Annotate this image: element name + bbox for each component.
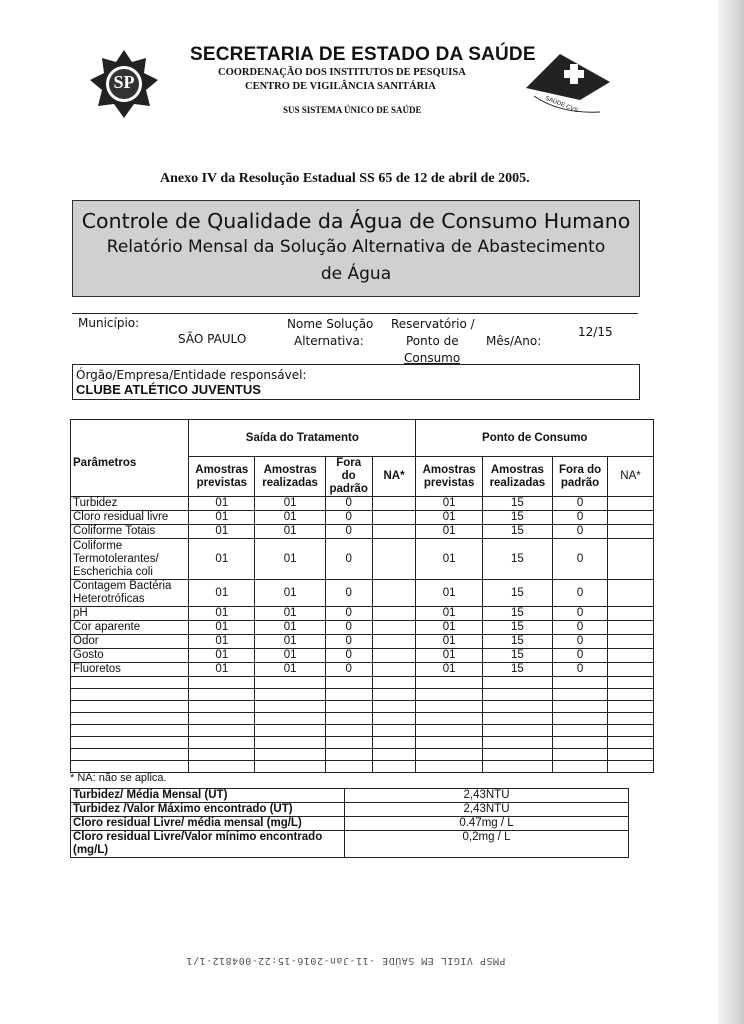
anexo-line: Anexo IV da Resolução Estadual SS 65 de 12 de abril de 2005. xyxy=(160,171,530,186)
blank-cell xyxy=(416,713,482,725)
value-cell-s-na xyxy=(372,497,416,511)
value-cell-p-real: 15 xyxy=(482,539,552,580)
municipio-value: SÃO PAULO xyxy=(178,332,247,346)
value-cell-s-prev: 01 xyxy=(189,607,255,621)
blank-row xyxy=(71,725,654,737)
header-line-1: COORDENAÇÃO DOS INSTITUTOS DE PESQUISA xyxy=(218,67,466,78)
summary-label: Turbidez /Valor Máximo encontrado (UT) xyxy=(71,803,345,817)
p-real-header: Amostras realizadas xyxy=(482,457,552,497)
value-cell-p-na xyxy=(608,525,654,539)
blank-cell xyxy=(189,749,255,761)
summary-row xyxy=(71,817,629,831)
table-row xyxy=(71,497,654,511)
blank-cell xyxy=(372,737,416,749)
param-name-cell: Fluoretos xyxy=(71,663,189,677)
blank-cell xyxy=(71,725,189,737)
value-cell-p-prev: 01 xyxy=(416,649,482,663)
value-cell-s-na xyxy=(372,621,416,635)
table-row xyxy=(71,511,654,525)
value-cell-p-real: 15 xyxy=(482,635,552,649)
value-cell-s-fora: 0 xyxy=(325,663,372,677)
blank-cell xyxy=(71,737,189,749)
blank-cell xyxy=(325,761,372,773)
value-cell-s-real: 01 xyxy=(255,649,325,663)
blank-cell xyxy=(553,701,608,713)
value-cell-s-fora: 0 xyxy=(325,511,372,525)
blank-cell xyxy=(255,749,325,761)
value-cell-p-real: 15 xyxy=(482,607,552,621)
table-header-row-1 xyxy=(71,420,654,457)
value-cell-p-na xyxy=(608,663,654,677)
value-cell-p-real: 15 xyxy=(482,525,552,539)
report-subtitle-1: Relatório Mensal da Solução Alternativa de Abastecimento xyxy=(106,237,606,257)
value-cell-s-prev: 01 xyxy=(189,525,255,539)
value-cell-p-prev: 01 xyxy=(416,497,482,511)
blank-row xyxy=(71,701,654,713)
value-cell-p-na xyxy=(608,511,654,525)
nome-label-1: Nome Solução xyxy=(287,317,374,331)
nome-label-2: Alternativa: xyxy=(294,334,364,348)
value-cell-s-fora: 0 xyxy=(325,580,372,607)
value-cell-s-fora: 0 xyxy=(325,497,372,511)
blank-cell xyxy=(255,761,325,773)
receipt-stamp: PMSP VIGIL EM SAÚDE -11-Jan-2016-15:22-004812-1/1 xyxy=(186,955,506,966)
value-cell-p-prev: 01 xyxy=(416,580,482,607)
ponto-header: Ponto de Consumo xyxy=(416,420,654,457)
blank-cell xyxy=(255,701,325,713)
reserv-label-3: Consumo xyxy=(404,351,461,364)
table-footnote: * NA: não se aplica. xyxy=(70,772,167,784)
summary-row xyxy=(71,831,629,858)
s-na-header: NA* xyxy=(372,457,416,497)
blank-cell xyxy=(189,725,255,737)
value-cell-p-prev: 01 xyxy=(416,539,482,580)
param-name-cell: Cloro residual livre xyxy=(71,511,189,525)
value-cell-s-real: 01 xyxy=(255,497,325,511)
blank-cell xyxy=(71,689,189,701)
value-cell-s-na xyxy=(372,607,416,621)
table-row xyxy=(71,525,654,539)
value-cell-s-fora: 0 xyxy=(325,525,372,539)
value-cell-p-fora: 0 xyxy=(553,525,608,539)
value-cell-s-real: 01 xyxy=(255,621,325,635)
summary-row xyxy=(71,803,629,817)
table-row xyxy=(71,649,654,663)
blank-cell xyxy=(608,737,654,749)
summary-label: Cloro residual Livre/ média mensal (mg/L) xyxy=(71,817,345,831)
mes-label: Mês/Ano: xyxy=(486,334,542,348)
summary-table xyxy=(70,788,629,858)
blank-cell xyxy=(325,701,372,713)
table-row xyxy=(71,663,654,677)
blank-cell xyxy=(372,701,416,713)
blank-cell xyxy=(71,749,189,761)
blank-cell xyxy=(608,701,654,713)
value-cell-p-na xyxy=(608,580,654,607)
blank-cell xyxy=(608,677,654,689)
value-cell-p-prev: 01 xyxy=(416,607,482,621)
blank-cell xyxy=(71,761,189,773)
value-cell-p-prev: 01 xyxy=(416,525,482,539)
value-cell-p-fora: 0 xyxy=(553,649,608,663)
blank-cell xyxy=(482,677,552,689)
value-cell-s-real: 01 xyxy=(255,580,325,607)
blank-cell xyxy=(255,737,325,749)
value-cell-s-na xyxy=(372,649,416,663)
blank-row xyxy=(71,761,654,773)
blank-cell xyxy=(416,701,482,713)
parameters-table xyxy=(70,419,654,773)
value-cell-p-real: 15 xyxy=(482,497,552,511)
param-name-cell: pH xyxy=(71,607,189,621)
s-real-header: Amostras realizadas xyxy=(255,457,325,497)
value-cell-s-prev: 01 xyxy=(189,621,255,635)
blank-cell xyxy=(608,725,654,737)
value-cell-s-real: 01 xyxy=(255,539,325,580)
blank-cell xyxy=(372,749,416,761)
blank-row xyxy=(71,677,654,689)
summary-value: 0.47mg / L xyxy=(345,817,629,831)
value-cell-p-fora: 0 xyxy=(553,663,608,677)
orgao-box xyxy=(72,364,640,400)
value-cell-s-prev: 01 xyxy=(189,580,255,607)
blank-cell xyxy=(325,737,372,749)
saida-header: Saída do Tratamento xyxy=(189,420,416,457)
value-cell-p-prev: 01 xyxy=(416,635,482,649)
value-cell-s-na xyxy=(372,580,416,607)
blank-row xyxy=(71,689,654,701)
blank-cell xyxy=(553,689,608,701)
blank-cell xyxy=(416,689,482,701)
param-name-cell: Cor aparente xyxy=(71,621,189,635)
value-cell-s-real: 01 xyxy=(255,635,325,649)
blank-row xyxy=(71,713,654,725)
blank-cell xyxy=(608,689,654,701)
param-name-cell: Coliforme Termotolerantes/ Escherichia coli xyxy=(71,539,189,580)
header-title: SECRETARIA DE ESTADO DA SAÚDE xyxy=(190,44,536,65)
param-header: Parâmetros xyxy=(71,420,189,497)
value-cell-s-prev: 01 xyxy=(189,663,255,677)
p-fora-header: Fora do padrão xyxy=(553,457,608,497)
param-name-cell: Gosto xyxy=(71,649,189,663)
sp-seal-logo xyxy=(88,48,160,120)
value-cell-p-real: 15 xyxy=(482,649,552,663)
blank-cell xyxy=(482,725,552,737)
report-title-box xyxy=(72,200,640,297)
value-cell-s-na xyxy=(372,525,416,539)
saude-cvs-logo xyxy=(520,52,616,124)
value-cell-s-na xyxy=(372,511,416,525)
value-cell-s-fora: 0 xyxy=(325,607,372,621)
value-cell-s-prev: 01 xyxy=(189,511,255,525)
value-cell-p-fora: 0 xyxy=(553,511,608,525)
mes-value: 12/15 xyxy=(578,325,613,339)
blank-cell xyxy=(553,713,608,725)
value-cell-s-prev: 01 xyxy=(189,649,255,663)
blank-cell xyxy=(372,713,416,725)
blank-cell xyxy=(71,677,189,689)
blank-cell xyxy=(416,737,482,749)
blank-cell xyxy=(189,677,255,689)
summary-value: 2,43NTU xyxy=(345,789,629,803)
p-na-header: NA* xyxy=(608,457,654,497)
param-name-cell: Turbidez xyxy=(71,497,189,511)
blank-cell xyxy=(608,749,654,761)
summary-value: 2,43NTU xyxy=(345,803,629,817)
blank-cell xyxy=(482,749,552,761)
table-row xyxy=(71,621,654,635)
value-cell-s-fora: 0 xyxy=(325,635,372,649)
blank-cell xyxy=(416,749,482,761)
value-cell-p-real: 15 xyxy=(482,621,552,635)
municipio-label: Município: xyxy=(78,316,140,330)
blank-cell xyxy=(553,749,608,761)
value-cell-s-real: 01 xyxy=(255,511,325,525)
summary-row xyxy=(71,789,629,803)
value-cell-p-na xyxy=(608,497,654,511)
value-cell-s-na xyxy=(372,663,416,677)
header-line-2: CENTRO DE VIGILÂNCIA SANITÁRIA xyxy=(245,81,436,92)
value-cell-p-na xyxy=(608,649,654,663)
param-name-cell: Contagem Bactéria Heterotróficas xyxy=(71,580,189,607)
value-cell-p-fora: 0 xyxy=(553,580,608,607)
blank-cell xyxy=(325,725,372,737)
param-name-cell: Odor xyxy=(71,635,189,649)
blank-cell xyxy=(553,737,608,749)
value-cell-s-real: 01 xyxy=(255,525,325,539)
table-row xyxy=(71,580,654,607)
p-prev-header: Amostras previstas xyxy=(416,457,482,497)
blank-cell xyxy=(416,677,482,689)
s-prev-header: Amostras previstas xyxy=(189,457,255,497)
header-line-3: SUS SISTEMA ÚNICO DE SAÚDE xyxy=(283,105,422,115)
value-cell-p-na xyxy=(608,635,654,649)
value-cell-p-real: 15 xyxy=(482,511,552,525)
value-cell-p-fora: 0 xyxy=(553,635,608,649)
value-cell-s-prev: 01 xyxy=(189,635,255,649)
blank-cell xyxy=(416,725,482,737)
value-cell-p-real: 15 xyxy=(482,580,552,607)
value-cell-p-real: 15 xyxy=(482,663,552,677)
report-subtitle-2: de Água xyxy=(320,264,392,284)
summary-label: Turbidez/ Média Mensal (UT) xyxy=(71,789,345,803)
blank-cell xyxy=(553,725,608,737)
blank-cell xyxy=(416,761,482,773)
page-edge-shadow xyxy=(718,0,744,1024)
blank-cell xyxy=(608,713,654,725)
value-cell-p-fora: 0 xyxy=(553,607,608,621)
reserv-label-2: Ponto de xyxy=(406,334,459,348)
summary-label: Cloro residual Livre/Valor mínimo encontrado (mg/L) xyxy=(71,831,345,858)
value-cell-s-na xyxy=(372,539,416,580)
value-cell-p-fora: 0 xyxy=(553,621,608,635)
blank-cell xyxy=(255,725,325,737)
blank-cell xyxy=(372,761,416,773)
logo-text: SAÚDE CVS xyxy=(544,95,579,115)
seal-text: SP xyxy=(113,72,135,92)
blank-cell xyxy=(553,677,608,689)
blank-cell xyxy=(255,689,325,701)
blank-cell xyxy=(189,761,255,773)
blank-cell xyxy=(482,701,552,713)
value-cell-s-prev: 01 xyxy=(189,497,255,511)
blank-row xyxy=(71,749,654,761)
value-cell-s-real: 01 xyxy=(255,663,325,677)
blank-cell xyxy=(71,713,189,725)
blank-cell xyxy=(189,713,255,725)
value-cell-p-na xyxy=(608,621,654,635)
value-cell-s-fora: 0 xyxy=(325,649,372,663)
value-cell-p-na xyxy=(608,539,654,580)
blank-cell xyxy=(553,761,608,773)
blank-cell xyxy=(71,701,189,713)
value-cell-p-prev: 01 xyxy=(416,511,482,525)
blank-cell xyxy=(608,761,654,773)
reserv-label-1: Reservatório / xyxy=(391,317,475,331)
s-fora-header: Fora do padrão xyxy=(325,457,372,497)
blank-row xyxy=(71,737,654,749)
blank-cell xyxy=(325,689,372,701)
blank-cell xyxy=(189,737,255,749)
blank-cell xyxy=(482,713,552,725)
value-cell-p-na xyxy=(608,607,654,621)
table-row xyxy=(71,635,654,649)
blank-cell xyxy=(189,701,255,713)
value-cell-p-prev: 01 xyxy=(416,621,482,635)
blank-cell xyxy=(325,749,372,761)
blank-cell xyxy=(372,677,416,689)
value-cell-p-prev: 01 xyxy=(416,663,482,677)
table-row xyxy=(71,539,654,580)
blank-cell xyxy=(255,677,325,689)
value-cell-s-na xyxy=(372,635,416,649)
orgao-value: CLUBE ATLÉTICO JUVENTUS xyxy=(76,382,261,397)
report-title: Controle de Qualidade da Água de Consumo Humano xyxy=(81,209,631,233)
blank-cell xyxy=(325,677,372,689)
table-row xyxy=(71,607,654,621)
value-cell-p-fora: 0 xyxy=(553,539,608,580)
orgao-label: Órgão/Empresa/Entidade responsável: xyxy=(76,368,307,382)
blank-cell xyxy=(372,689,416,701)
param-name-cell: Coliforme Totais xyxy=(71,525,189,539)
blank-cell xyxy=(372,725,416,737)
summary-value: 0,2mg / L xyxy=(345,831,629,858)
value-cell-s-fora: 0 xyxy=(325,621,372,635)
blank-cell xyxy=(325,713,372,725)
value-cell-s-fora: 0 xyxy=(325,539,372,580)
blank-cell xyxy=(255,713,325,725)
value-cell-s-prev: 01 xyxy=(189,539,255,580)
blank-cell xyxy=(482,689,552,701)
value-cell-s-real: 01 xyxy=(255,607,325,621)
blank-cell xyxy=(482,761,552,773)
blank-cell xyxy=(482,737,552,749)
blank-cell xyxy=(189,689,255,701)
value-cell-p-fora: 0 xyxy=(553,497,608,511)
divider xyxy=(72,313,638,314)
